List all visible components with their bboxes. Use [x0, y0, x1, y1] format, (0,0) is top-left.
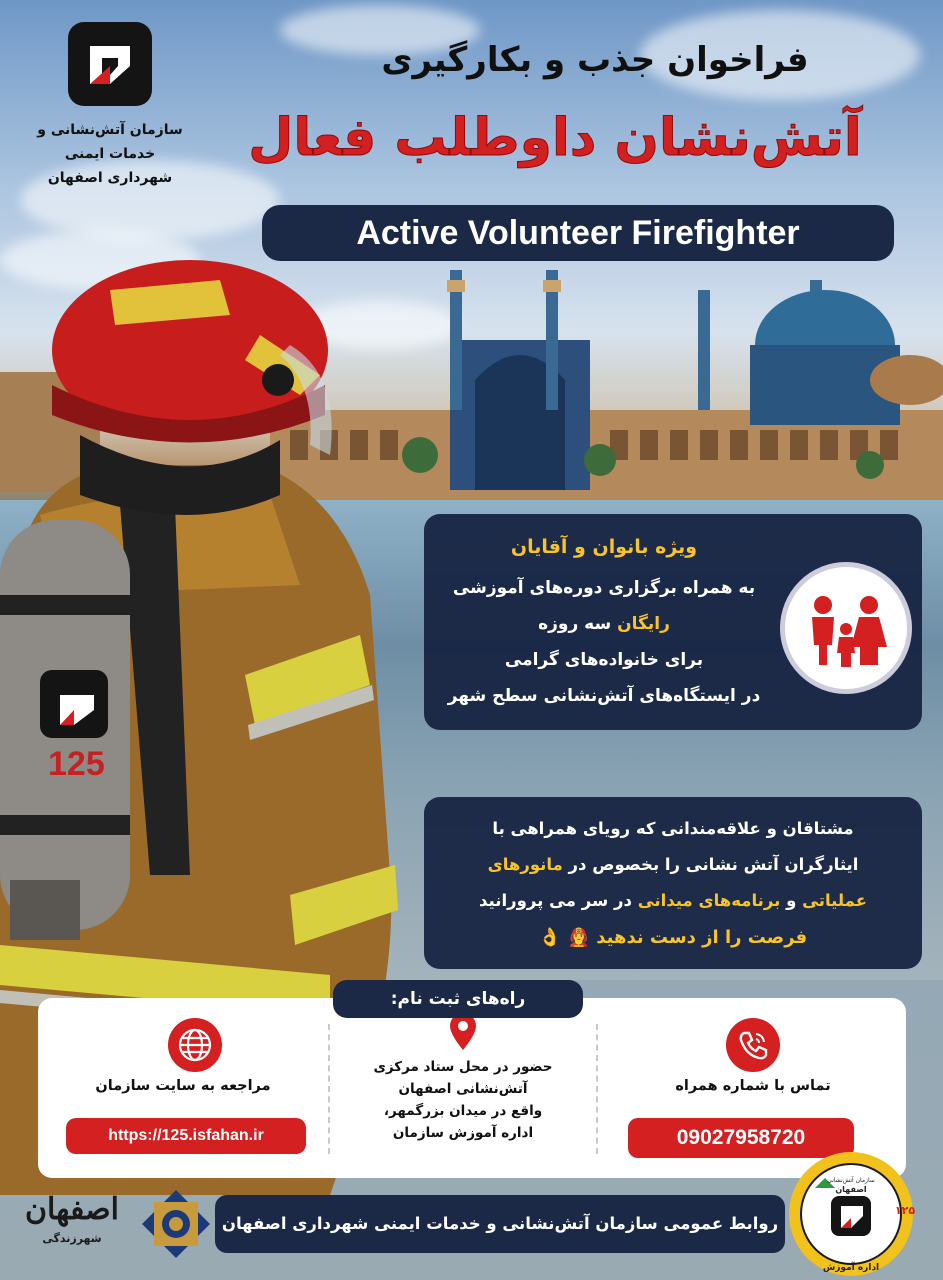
badge-city-text: اصفهان [835, 1185, 867, 1194]
badge-top-text: سازمان آتش‌نشانی [827, 1177, 875, 1184]
phone-number[interactable]: 09027958720 [628, 1118, 854, 1158]
opportunity-line-2: ایثارگران آتش نشانی را بخصوص در مانورهای [487, 855, 859, 874]
info-box-women-men [424, 514, 922, 730]
registration-website [38, 998, 328, 1178]
isfahan-emblem [140, 1188, 212, 1260]
tank-number: 125 [48, 745, 105, 783]
globe-icon [168, 1018, 222, 1072]
registration-panel [38, 998, 906, 1178]
info-box-opportunity [424, 797, 922, 969]
opportunity-line-3: عملیاتی و برنامه‌های میدانی در سر می پرورانید [479, 891, 867, 910]
opportunity-cta: فرصت را از دست ندهید 👩‍🚒 👌 [538, 927, 808, 948]
english-title: Active Volunteer Firefighter [262, 205, 894, 261]
title-main: آتش‌نشان داوطلب فعال [248, 108, 862, 168]
org-name: سازمان آتش‌نشانی و خدمات ایمنی شهرداری اصفهان [37, 122, 183, 186]
firefighter-emoji: 👩‍🚒 [567, 927, 590, 948]
family-icon [780, 562, 912, 694]
training-badge [785, 1148, 917, 1280]
website-label: مراجعه به سایت سازمان [95, 1078, 271, 1094]
address-text: حضور در محل ستاد مرکزی آتش‌نشانی اصفهان واقع در میدان بزرگمهر، اداره آموزش سازمان [373, 1059, 553, 1141]
location-pin-icon [448, 1012, 478, 1052]
phone-label: تماس با شماره همراه [675, 1078, 831, 1094]
info-headline: ویژه بانوان و آقایان [510, 536, 698, 558]
info-line-3: برای خانواده‌های گرامی [504, 650, 704, 670]
badge-digits: ۱۲۵ [894, 1204, 916, 1217]
opportunity-line-1: مشتاقان و علاقه‌مندانی که رویای همراهی با [492, 819, 854, 838]
org-logo [68, 22, 152, 106]
isfahan-city-logo: اصفهان شهرزندگی [25, 1192, 119, 1245]
info-line-1: به همراه برگزاری دوره‌های آموزشی [452, 578, 756, 598]
website-link[interactable]: https://125.isfahan.ir [66, 1118, 306, 1154]
registration-heading: راه‌های ثبت نام: [333, 980, 583, 1018]
phone-icon [726, 1018, 780, 1072]
info-line-2: رایگان سه روزه [538, 614, 670, 634]
footer-bar: روابط عمومی سازمان آتش‌نشانی و خدمات ایمنی شهرداری اصفهان [215, 1195, 785, 1253]
badge-bottom-text: اداره آموزش [822, 1263, 880, 1273]
ok-hand-emoji: 👌 [538, 927, 562, 948]
title-recruitment: فراخوان جذب و بکارگیری [381, 40, 809, 80]
registration-address [330, 998, 596, 1178]
info-line-4: در ایستگاه‌های آتش‌نشانی سطح شهر [447, 686, 761, 706]
